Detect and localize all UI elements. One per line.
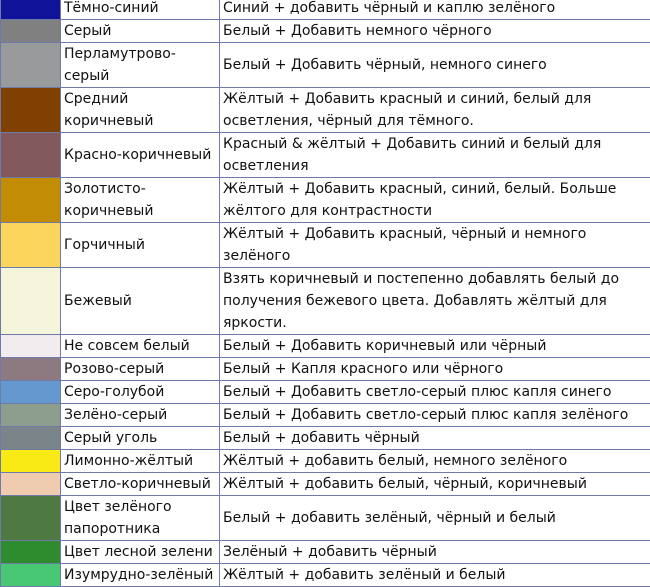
mixing-recipe: Жёлтый + добавить зелёный и белый [220,564,650,587]
mixing-recipe: Жёлтый + добавить белый, чёрный, коричневый [220,473,650,496]
table-row [1,133,650,178]
table-row [1,358,650,381]
color-swatch [1,20,61,43]
mixing-recipe: Белый + добавить чёрный [220,427,650,450]
color-swatch [1,335,61,358]
color-swatch [1,268,61,335]
mixing-recipe: Жёлтый + Добавить красный, чёрный и немного зелёного [220,223,650,268]
color-swatch [1,358,61,381]
color-name: Не совсем белый [61,335,220,358]
mixing-recipe: Белый + Капля красного или чёрного [220,358,650,381]
color-name: Тёмно-синий [61,0,220,20]
color-name: Красно-коричневый [61,133,220,178]
table-row [1,381,650,404]
color-swatch [1,450,61,473]
color-swatch [1,541,61,564]
table-row [1,564,650,587]
color-swatch [1,496,61,541]
color-name: Серый уголь [61,427,220,450]
color-swatch [1,381,61,404]
color-name: Розово-серый [61,358,220,381]
table-row [1,0,650,20]
color-swatch [1,223,61,268]
table-row [1,473,650,496]
mixing-recipe: Взять коричневый и постепенно добавлять белый до получения бежевого цвета. Добавлять жёлтый для яркости. [220,268,650,335]
mixing-recipe: Белый + Добавить немного чёрного [220,20,650,43]
table-row [1,268,650,335]
color-swatch [1,133,61,178]
mixing-recipe: Белый + Добавить чёрный, немного синего [220,43,650,88]
color-name: Светло-коричневый [61,473,220,496]
mixing-recipe: Синий + добавить чёрный и каплю зелёного [220,0,650,20]
mixing-recipe: Жёлтый + Добавить красный, синий, белый. Больше жёлтого для контрастности [220,178,650,223]
mixing-recipe: Белый + добавить зелёный, чёрный и белый [220,496,650,541]
table-row [1,223,650,268]
color-name: Горчичный [61,223,220,268]
mixing-recipe: Белый + Добавить светло-серый плюс капля зелёного [220,404,650,427]
color-name: Серо-голубой [61,381,220,404]
table-row [1,541,650,564]
color-name: Бежевый [61,268,220,335]
mixing-recipe: Жёлтый + Добавить красный и синий, белый для осветления, чёрный для тёмного. [220,88,650,133]
color-name: Цвет зелёного папоротника [61,496,220,541]
color-name: Зелёно-серый [61,404,220,427]
color-name: Перламутрово-серый [61,43,220,88]
color-name: Изумрудно-зелёный [61,564,220,587]
mixing-recipe: Белый + Добавить коричневый или чёрный [220,335,650,358]
table-row [1,496,650,541]
color-name: Лимонно-жёлтый [61,450,220,473]
table-row [1,450,650,473]
table-row [1,88,650,133]
table-row [1,178,650,223]
mixing-recipe: Жёлтый + добавить белый, немного зелёного [220,450,650,473]
color-name: Серый [61,20,220,43]
color-swatch [1,427,61,450]
color-name: Средний коричневый [61,88,220,133]
mixing-recipe: Красный & жёлтый + Добавить синий и белый для осветления [220,133,650,178]
table-row [1,20,650,43]
table-row [1,335,650,358]
color-name: Золотисто-коричневый [61,178,220,223]
color-swatch [1,564,61,587]
color-name: Цвет лесной зелени [61,541,220,564]
table-row [1,404,650,427]
color-swatch [1,473,61,496]
mixing-recipe: Белый + Добавить светло-серый плюс капля синего [220,381,650,404]
mixing-recipe: Зелёный + добавить чёрный [220,541,650,564]
color-swatch [1,404,61,427]
color-swatch [1,88,61,133]
color-swatch [1,0,61,20]
table-row [1,427,650,450]
color-swatch [1,43,61,88]
color-swatch [1,178,61,223]
table-row [1,43,650,88]
